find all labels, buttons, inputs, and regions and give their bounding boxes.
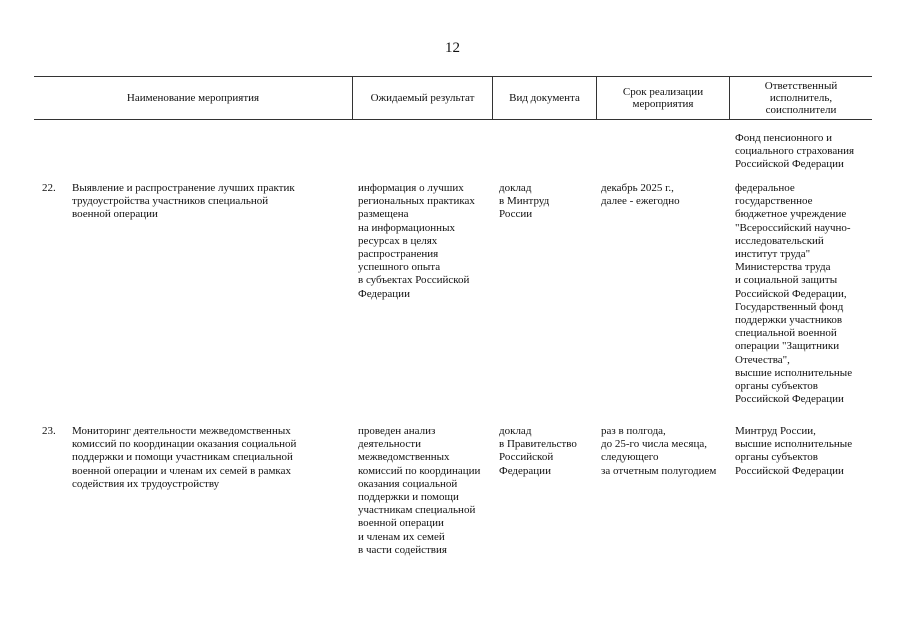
document-type: доклад в Минтруд России [499, 182, 550, 221]
continuation-executors: Фонд пенсионного и социального страхования Российской Федерации [735, 132, 855, 171]
executors: федеральное государственное бюджетное учреждение "Всероссийский научно- исследовательский институт труда" Министерства труда и социальной защиты Российской Федерации, Государственный фонд поддержки участников специальной военной операции "Защитники Отечества", высшие исполнительные органы субъектов Российской Федерации [735, 182, 853, 406]
row-number: 23. [42, 425, 56, 437]
expected-result: проведен анализ деятельности межведомственных комиссий по координации оказания социальной поддержки и помощи участникам специальной военной операции и членам их семей в части содействия [358, 425, 481, 556]
event-name: Мониторинг деятельности межведомственных комиссий по координации оказания социальной поддержки и помощи участникам специальной военной операции и членам их семей в рамках содействия их трудоустройству [72, 425, 297, 490]
implementation-term: раз в полгода, до 25-го числа месяца, следующего за отчетным полугодием [601, 425, 717, 477]
table-header [34, 76, 872, 120]
event-name: Выявление и распространение лучших практик трудоустройства участников специальной военной операции [72, 182, 295, 221]
header-event-name: Наименование мероприятия [126, 92, 260, 104]
implementation-term: декабрь 2025 г., далее - ежегодно [601, 182, 680, 208]
header-executors: Ответственный исполнитель, соисполнители [729, 77, 872, 119]
header-expected-result: Ожидаемый результат [352, 77, 492, 119]
header-document-type: Вид документа [492, 77, 596, 119]
document-type: доклад в Правительство Российской Федерации [499, 425, 577, 477]
row-number: 22. [42, 182, 56, 194]
executors: Минтруд России, высшие исполнительные органы субъектов Российской Федерации [735, 425, 853, 477]
header-term: Срок реализации мероприятия [596, 77, 729, 119]
page-number: 12 [445, 40, 460, 56]
expected-result: информация о лучших региональных практиках размещена на информационных ресурсах в целях распространения успешного опыта в субъектах Российской Федерации [358, 182, 475, 300]
